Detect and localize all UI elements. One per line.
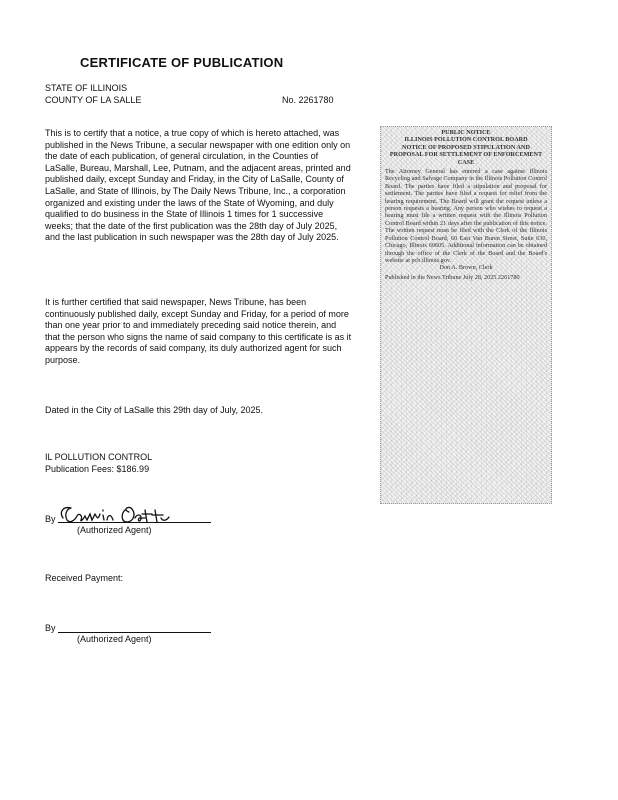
clipping-footer: Published in the News Tribune July 28, 2025 2261780 (385, 273, 520, 281)
billing-entity: IL POLLUTION CONTROL (45, 452, 153, 462)
authorized-agent-label: (Authorized Agent) (77, 525, 152, 535)
signature-line (58, 522, 211, 523)
clipping-subheading: ILLINOIS POLLUTION CONTROL BOARD (404, 136, 528, 144)
clipping-notice-body: The Attorney General has entered a case against Illinois Recycling and Salvage Company in the Illinois Pollution Control Board. The parties have filed a stipulation and proposal for settlement. The parties have filed a request for relief from the hearing requirement. The Board will grant the request unless a person requests a hearing. Any person who wishes to request a hearing must file a written request with the Illinois Pollution Control Board within 21 days after the publication of this notice. The written request must be filed with the Clerk of the Illinois Pollution Control Board, 60 East Van Buren Street, Suite 630, Chicago, Illinois 60605. Additional information can be obtained through the office of the Clerk of the Board and the Board's website at pcb.illinois.gov. (385, 168, 547, 264)
document-number: No. 2261780 (282, 95, 334, 105)
clipping-heading: PUBLIC NOTICE (441, 129, 491, 136)
newspaper-clipping (380, 126, 552, 504)
clipping-signer: Don A. Brown, Clerk (439, 264, 493, 272)
clipping-notice-title: NOTICE OF PROPOSED STIPULATION AND PROPOSAL FOR SETTLEMENT OF ENFORCEMENT CASE (389, 143, 543, 166)
certificate-title: CERTIFICATE OF PUBLICATION (80, 55, 284, 70)
dated-statement: Dated in the City of LaSalle this 29th day of July, 2025. (45, 405, 263, 415)
handwritten-signature-image (57, 500, 177, 528)
state-line: STATE OF ILLINOIS (45, 83, 128, 93)
received-payment-label: Received Payment: (45, 573, 124, 583)
publication-fees: Publication Fees: $186.99 (45, 464, 150, 474)
by-label: By (45, 623, 56, 633)
certification-paragraph: This is to certify that a notice, a true copy of which is hereto attached, was published in the News Tribune, a secular newspaper with one edition only on the date of each publication, of general circulation, in the Counties of LaSalle, Bureau, Marshall, Lee, Putnam, and the adjacent areas, printed and published daily, except Sunday and Friday, in the City of LaSalle, County of LaSalle, and State of Illinois, by The Daily News Tribune, Inc., a corporation organized and existing under the laws of the State of Wyoming, and duly qualified to do business in the State of Illinois 1 times for 1 successive weeks; that the date of the first publication was the 28th day of July 2025, and the last publication in such newspaper was the 28th day of July 2025. (45, 128, 351, 243)
signature-line (58, 632, 211, 633)
county-line: COUNTY OF LA SALLE (45, 95, 142, 105)
authorized-agent-label: (Authorized Agent) (77, 634, 152, 644)
by-label: By (45, 514, 56, 524)
continuity-paragraph: It is further certified that said newspaper, News Tribune, has been continuously published daily, except Sunday and Friday, for a period of more than one year prior to and immediately preceding said notice therein, and that the person who signs the name of said company to this certificate is as it appears by the records of said company, its duly authorized agent for such purpose. (45, 297, 352, 365)
